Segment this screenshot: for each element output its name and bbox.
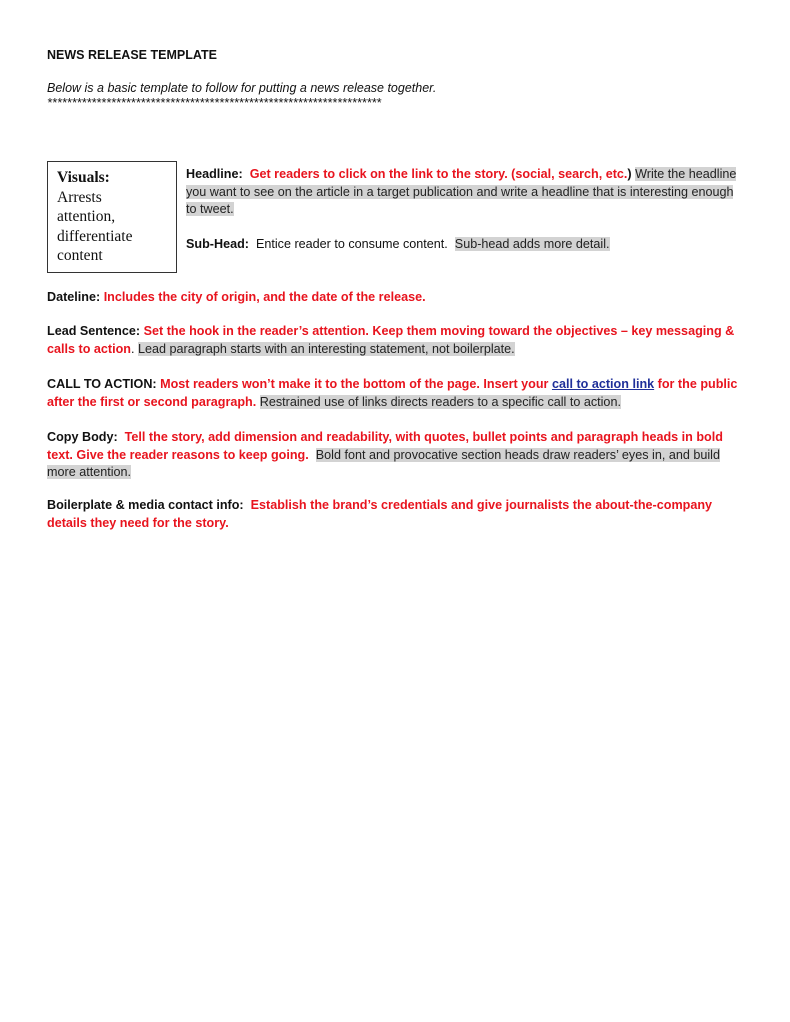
call-to-action-guidance: Most readers won’t make it to the bottom of the page. Insert your xyxy=(160,377,549,391)
subhead-highlight: Sub-head adds more detail. xyxy=(454,237,610,251)
headline-guidance: Get readers to click on the link to the story. (social, search, etc. xyxy=(249,167,628,181)
headline-close-paren: ) xyxy=(627,167,632,181)
subhead-text: Entice reader to consume content. xyxy=(255,237,448,251)
visuals-line: Arrests xyxy=(57,188,102,206)
document-title: NEWS RELEASE TEMPLATE xyxy=(47,48,217,62)
call-to-action-label: CALL TO ACTION: xyxy=(47,377,157,391)
copy-body-section xyxy=(47,429,747,482)
call-to-action-highlight: Restrained use of links directs readers to a specific call to action. xyxy=(259,394,621,409)
intro-text: Below is a basic template to follow for putting a news release together. xyxy=(47,81,437,95)
call-to-action-link[interactable]: call to action link xyxy=(551,377,655,391)
copy-body-label: Copy Body: xyxy=(47,430,118,444)
boilerplate-guidance: Establish the brand’s credentials and give journalists the about-the-company details they need for the story. xyxy=(47,498,713,530)
call-to-action-guidance-cont: for the public after the first or second paragraph. xyxy=(47,377,738,409)
copy-body-highlight: Bold font and provocative section heads draw readers’ eyes in, and build more attention. xyxy=(47,447,720,479)
headline-label: Headline: xyxy=(186,167,243,181)
subhead-label: Sub-Head: xyxy=(186,237,249,251)
boilerplate-label: Boilerplate & media contact info: xyxy=(47,498,244,512)
lead-sentence-label: Lead Sentence: xyxy=(47,324,141,338)
visuals-line: differentiate xyxy=(57,227,133,245)
visuals-line: content xyxy=(57,247,103,264)
headline-section xyxy=(186,166,746,219)
visuals-text-box xyxy=(47,161,177,273)
dateline-label: Dateline: xyxy=(47,290,101,304)
call-to-action-section xyxy=(47,376,747,411)
headline-highlight: Write the headline you want to see on the article in a target publication and write a headline that is interesting enough to tweet. xyxy=(186,167,737,216)
lead-sentence-section xyxy=(47,323,747,358)
lead-sentence-period: . xyxy=(130,341,135,356)
lead-sentence-highlight: Lead paragraph starts with an interesting statement, not boilerplate. xyxy=(137,341,515,356)
dateline-section xyxy=(47,289,747,307)
lead-sentence-guidance: Set the hook in the reader’s attention. Keep them moving toward the objectives – key messaging & calls to action xyxy=(47,324,735,356)
subhead-section xyxy=(186,236,746,254)
dateline-guidance: Includes the city of origin, and the date of the release. xyxy=(103,290,426,304)
visuals-heading: Visuals: xyxy=(57,169,110,186)
separator-asterisks: ******************************************************************** xyxy=(47,96,382,110)
copy-body-guidance: Tell the story, add dimension and readability, with quotes, bullet points and paragraph heads in bold text. Give the reader reasons to keep going. xyxy=(47,430,723,462)
boilerplate-section xyxy=(47,497,747,532)
visuals-line: attention, xyxy=(57,208,116,225)
